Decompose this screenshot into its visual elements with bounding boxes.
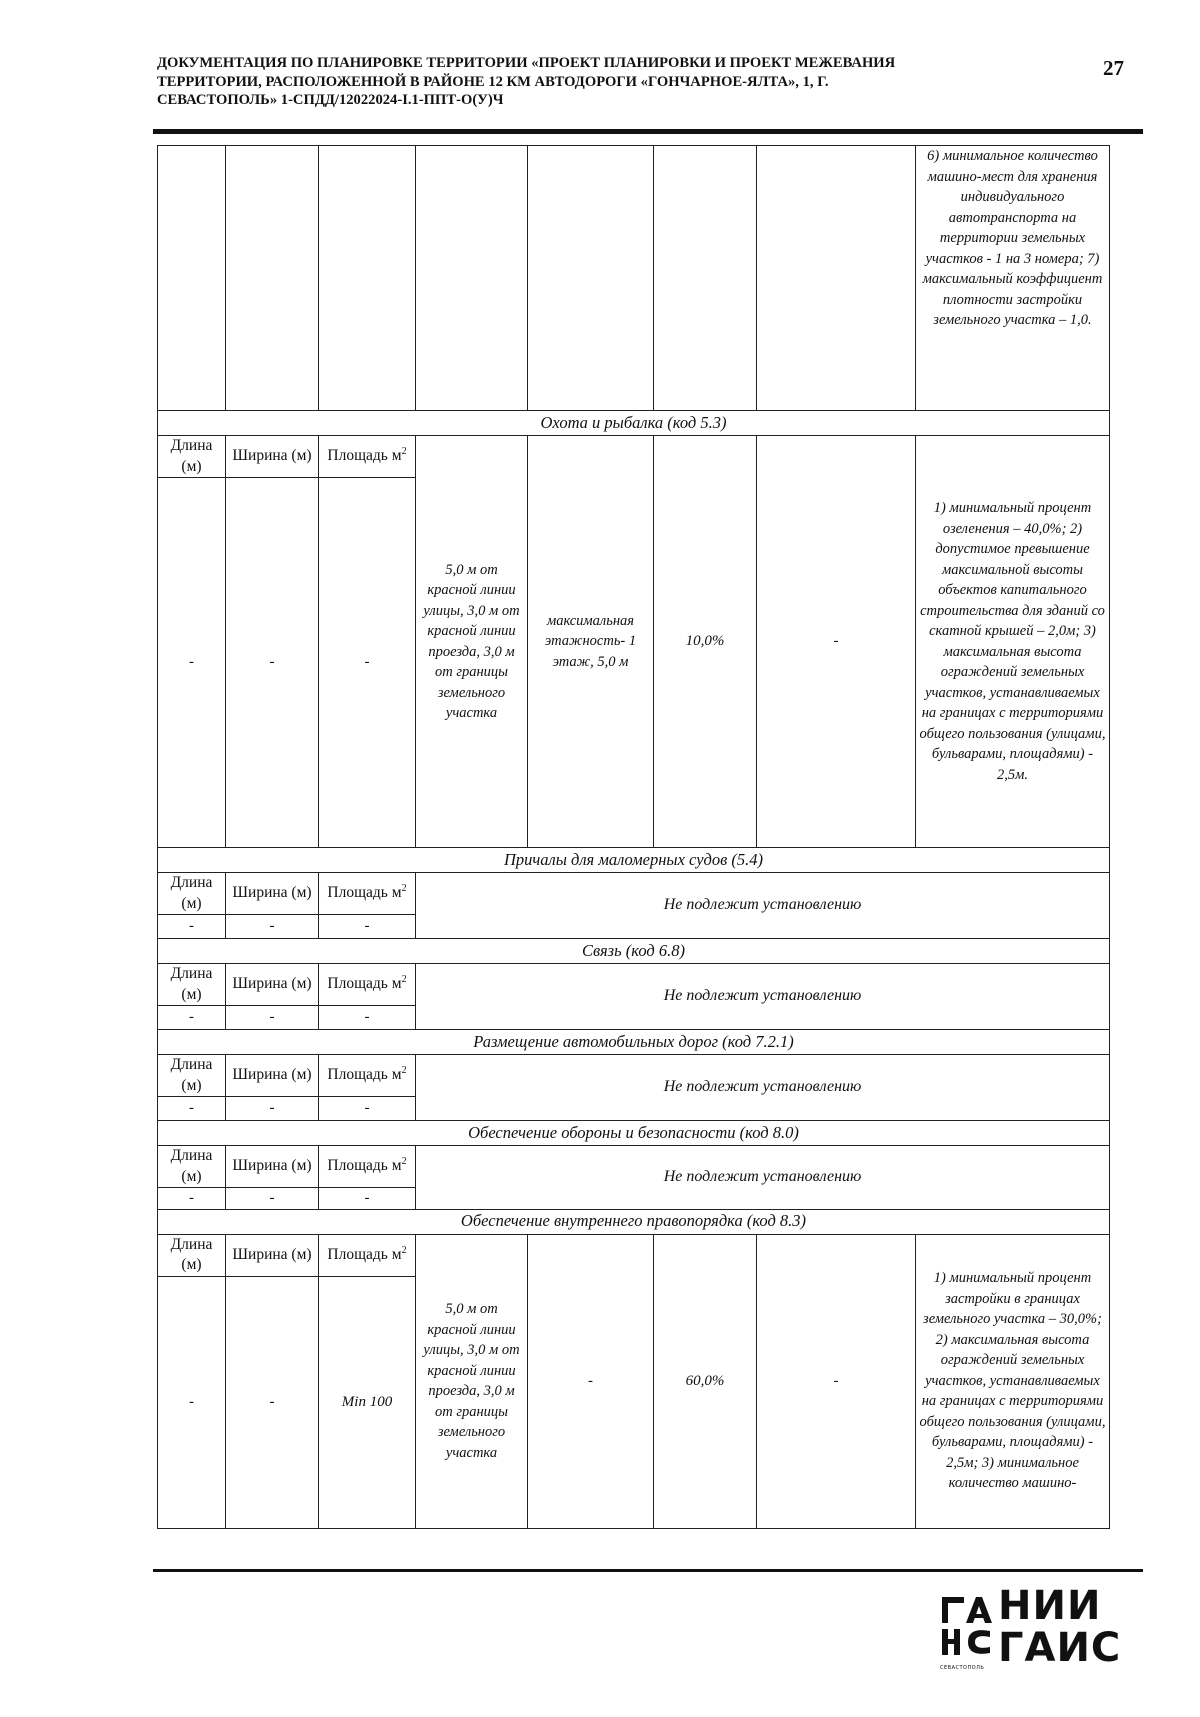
page-number: 27 — [1103, 56, 1124, 80]
order-floors: - — [528, 1234, 654, 1528]
section-title-order: Обеспечение внутреннего правопорядка (код 8.3) — [158, 1209, 1110, 1234]
order-length: - — [158, 1276, 226, 1528]
order-width: - — [226, 1276, 319, 1528]
order-dash: - — [757, 1234, 916, 1528]
order-area: Min 100 — [319, 1276, 416, 1528]
hunting-setback: 5,0 м от красной линии улицы, 3,0 м от красной линии проезда, 3,0 м от границы земельного участка — [416, 436, 528, 848]
col-length: Длина (м) — [158, 436, 226, 478]
col-width: Ширина (м) — [226, 436, 319, 478]
hunting-area: - — [319, 478, 416, 848]
header-line-1: ДОКУМЕНТАЦИЯ ПО ПЛАНИРОВКЕ ТЕРРИТОРИИ «ПРОЕКТ ПЛАНИРОВКИ И ПРОЕКТ МЕЖЕВАНИЯ — [157, 55, 896, 71]
section-title-berths: Причалы для маломерных судов (5.4) — [158, 848, 1110, 873]
order-percent: 60,0% — [654, 1234, 757, 1528]
section-title-hunting: Охота и рыбалка (код 5.3) — [158, 411, 1110, 436]
col-area: Площадь $м^2$ — [319, 436, 416, 478]
defense-not-set: Не подлежит установлению — [416, 1146, 1110, 1210]
regulations-table: 6) минимальное количество машино-мест для хранения индивидуального автотранспорта на территории земельных участков - 1 на 3 номера; 7) максимальный коэффициент плотности застройки земельного участка – 1,0. Охота и рыбалка (код 5.3) Длина (м) Ширина (м) Площадь $м^2$ 5,0 м от красной линии улицы, 3,0 м от красной линии проезда, 3,0 м от границы земельного участка максимальная этажность- 1 этаж, 5,0 м 10,0% - 1) минимальный процент озеленения – 40,0%; 2) допустимое превышение максимальной высоты объектов капитального строительства для зданий со скатной крышей – 2,0м; 3) максимальная высота ограждений земельных участков, устанавливаемых на границах с территориями общего пользования (улицами, бульварами, площадями) - 2,5м. - - - Причалы для маломерных судов (5.4) Длина (м) Ширина (м) Площадь $м^2$ Не подлежит установлению - - - Связь (код 6.8) Длина (м) Ширина (м) Площадь $м^2$ Не подлежит установлению - - - Размещение автомобильных дорог (код 7.2.1) Длина (м) Ширина (м) Площадь $м^2$ Не подлежит установлению - - - Обеспечение обороны и безопасности (код 8.0) Длина (м) Ширина (м) Площадь $м^2$ Не подлежит установлению - - - Обеспечение внутреннего правопорядка (код 8.3) Длина (м) Ширина (м) Площадь $м^2$ 5,0 м от красной линии улицы, 3,0 м от красной линии проезда, 3,0 м от границы земельного участка - 60,0% - 1) минимальный процент застройки в границах земельного участка – 30,0%; 2) максимальная высота ограждений земельных участков, устанавливаемых на границах с территориями общего пользования (улицами, бульварами, площадями) - 2,5м; 3) минимальное количество машино- - - Min 100 — [157, 145, 1110, 1529]
hunting-percent: 10,0% — [654, 436, 757, 848]
order-setback: 5,0 м от красной линии улицы, 3,0 м от красной линии проезда, 3,0 м от границы земельного участка — [416, 1234, 528, 1528]
hunting-length: - — [158, 478, 226, 848]
comms-not-set: Не подлежит установлению — [416, 964, 1110, 1030]
roads-not-set: Не подлежит установлению — [416, 1055, 1110, 1121]
hunting-dash: - — [757, 436, 916, 848]
logo-wordmark: НИИ ГАИС — [998, 1583, 1122, 1671]
institute-logo — [940, 1585, 1145, 1680]
section-title-roads: Размещение автомобильных дорог (код 7.2.1) — [158, 1030, 1110, 1055]
hunting-width: - — [226, 478, 319, 848]
footer-rule — [153, 1569, 1143, 1572]
section-title-defense: Обеспечение обороны и безопасности (код 8.0) — [158, 1121, 1110, 1146]
berths-not-set: Не подлежит установлению — [416, 873, 1110, 939]
hunting-notes: 1) минимальный процент озеленения – 40,0%; 2) допустимое превышение максимальной высоты объектов капитального строительства для зданий со скатной крышей – 2,0м; 3) максимальная высота ограждений земельных участков, устанавливаемых на границах с территориями общего пользования (улицами, бульварами, площадями) - 2,5м. — [916, 436, 1110, 848]
document-header — [157, 54, 1057, 110]
continuation-row — [158, 146, 1110, 411]
logo-tagline: СЕВАСТОПОЛЬ — [940, 1665, 985, 1671]
hunting-floors: максимальная этажность- 1 этаж, 5,0 м — [528, 436, 654, 848]
header-rule — [153, 129, 1143, 134]
order-notes: 1) минимальный процент застройки в границах земельного участка – 30,0%; 2) максимальная высота ограждений земельных участков, устанавливаемых на границах с территориями общего пользования (улицами, бульварами, площадями) - 2,5м; 3) минимальное количество машино- — [916, 1234, 1110, 1528]
header-line-3: СЕВАСТОПОЛЬ» 1-СПДД/12022024-I.1-ППТ-О(У)Ч — [157, 92, 504, 108]
header-line-2: ТЕРРИТОРИИ, РАСПОЛОЖЕННОЙ В РАЙОНЕ 12 КМ АВТОДОРОГИ «ГОНЧАРНОЕ-ЯЛТА», 1, Г. — [157, 73, 829, 90]
ga-ns-monogram-icon — [940, 1593, 992, 1661]
section-title-comms: Связь (код 6.8) — [158, 939, 1110, 964]
continuation-notes: 6) минимальное количество машино-мест для хранения индивидуального автотранспорта на территории земельных участков - 1 на 3 номера; 7) максимальный коэффициент плотности застройки земельного участка – 1,0. — [916, 146, 1110, 411]
